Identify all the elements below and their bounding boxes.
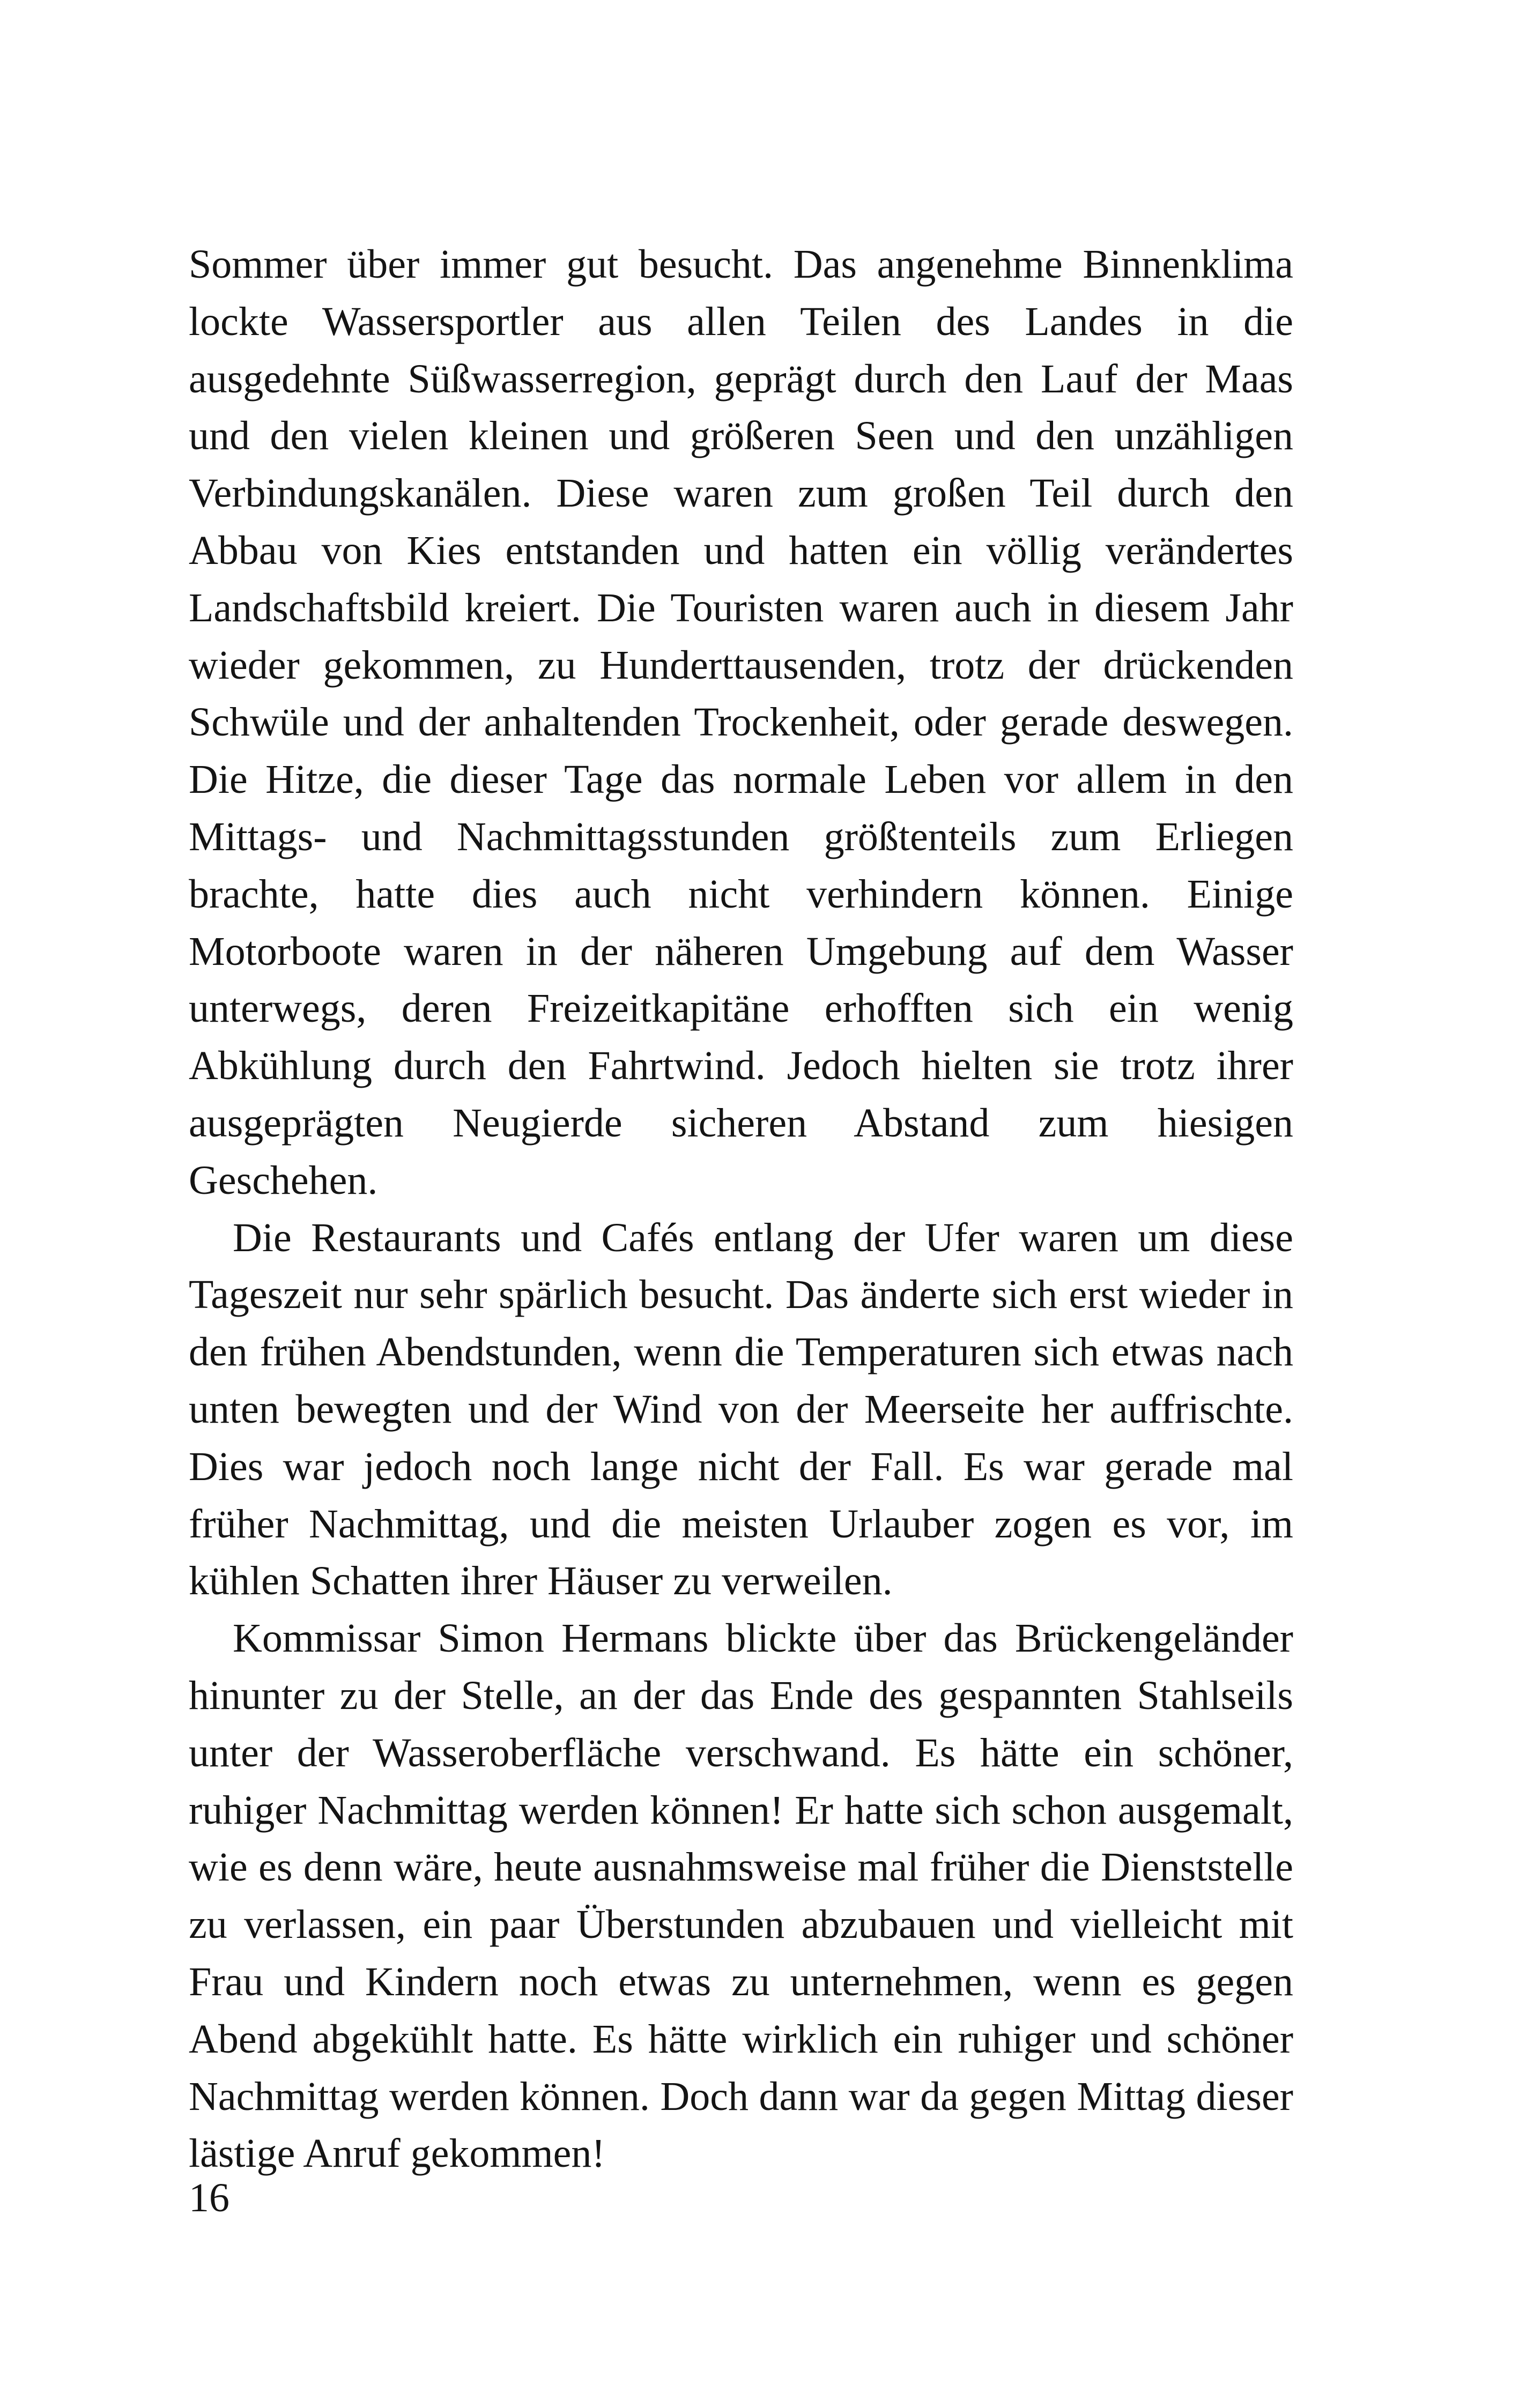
paragraph-restaurants: Die Restaurants und Cafés entlang der Ufer waren um diese Tageszeit nur sehr spärlich besucht. Das änderte sich erst wieder in den frühen Abendstunden, wenn die Temperaturen sich etwas nach unten bewegten und der Wind von der Meerseite her auffrischte. Dies war jedoch noch lange nicht der Fall. Es war gerade mal früher Nachmittag, und die meisten Urlauber zogen es vor, im kühlen Schatten ihrer Häuser zu verweilen.	[189, 1215, 1293, 1604]
paragraph-continuation: Sommer über immer gut besucht. Das angenehme Binnenklima lockte Wassersportler aus allen Teilen des Landes in die ausgedehnte Süßwasserregion, geprägt durch den Lauf der Maas und den vielen kleinen und größeren Seen und den unzähligen Verbindungskanälen. Diese waren zum großen Teil durch den Abbau von Kies entstanden und hatten ein völlig verändertes Landschaftsbild kreiert. Die Touristen waren auch in diesem Jahr wieder gekommen, zu Hunderttausenden, trotz der drückenden Schwüle und der anhaltenden Trockenheit, oder gerade deswegen. Die Hitze, die dieser Tage das normale Leben vor allem in den Mittags- und Nachmittagsstunden größtenteils zum Erliegen brachte, hatte dies auch nicht verhindern können. Einige Motorboote waren in der näheren Umgebung auf dem Wasser unterwegs, deren Freizeitkapitäne erhofften sich ein wenig Abkühlung durch den Fahrtwind. Jedoch hielten sie trotz ihrer ausgeprägten Neugierde sicheren Abstand zum hiesigen Geschehen.	[189, 242, 1293, 1203]
page-number: 16	[189, 2175, 229, 2220]
paragraph-kommissar: Kommissar Simon Hermans blickte über das Brückengeländer hinunter zu der Stelle, an der das Ende des gespannten Stahlseils unter der Wasseroberfläche verschwand. Es hätte ein schöner, ruhiger Nachmittag werden können! Er hatte sich schon ausgemalt, wie es denn wäre, heute ausnahmsweise mal früher die Dienststelle zu verlassen, ein paar Überstunden abzubauen und vielleicht mit Frau und Kindern noch etwas zu unternehmen, wenn es gegen Abend abgekühlt hatte. Es hätte wirklich ein ruhiger und schöner Nachmittag werden können. Doch dann war da gegen Mittag dieser lästige Anruf gekommen!	[189, 1616, 1293, 2176]
body-text	[189, 236, 1293, 2182]
